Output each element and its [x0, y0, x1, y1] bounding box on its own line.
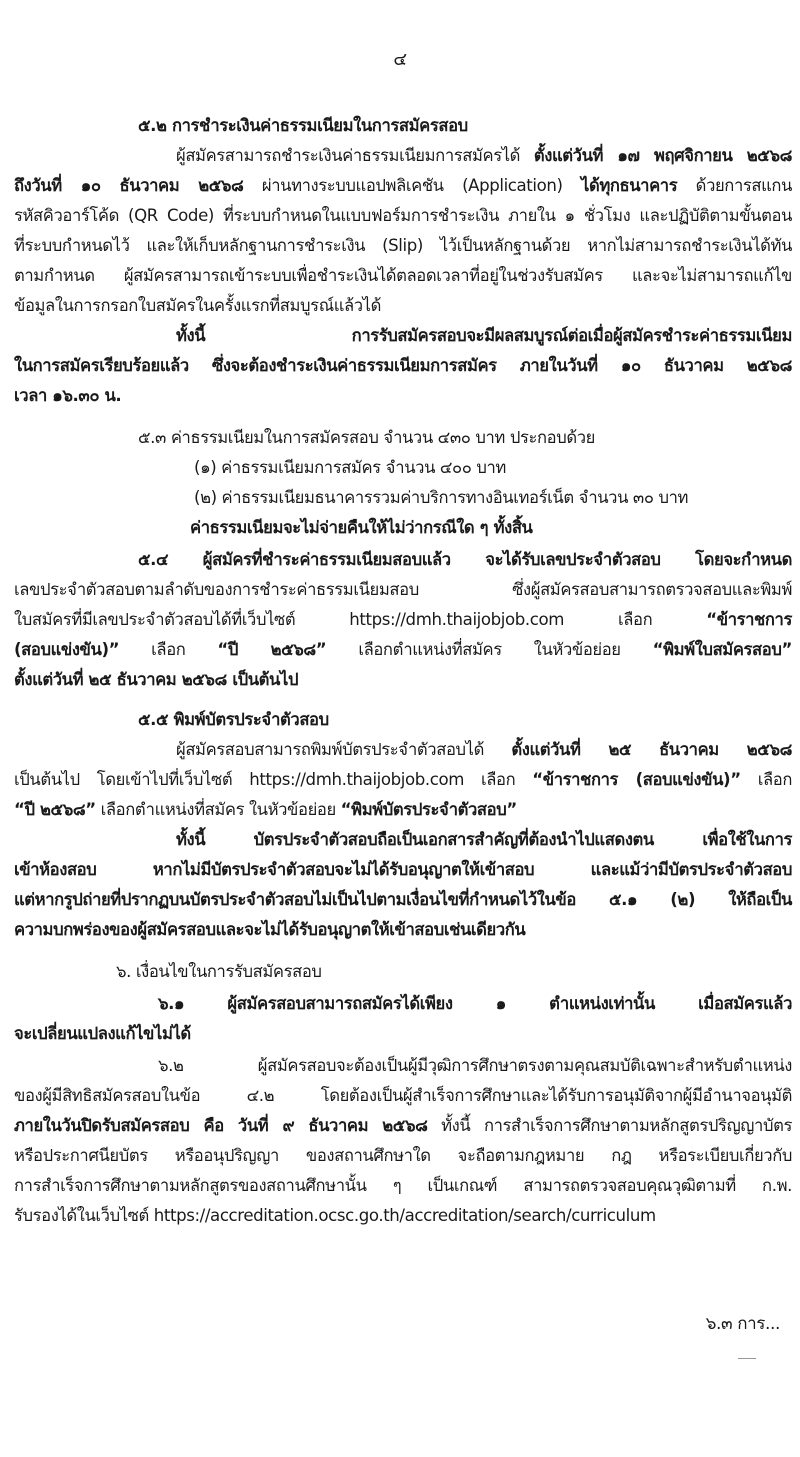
sec52-p2-line1: ทั้งนี้ การรับสมัครสอบจะมีผลสมบูรณ์ต่อเมื่อผู้สมัครชำระค่าธรรมเนียม: [176, 326, 792, 345]
sec52-p1-line4: ที่ระบบกำหนดไว้ และให้เก็บหลักฐานการชำระเงิน (Slip) ไว้เป็นหลักฐานด้วย หากไม่สามารถชำระเงินได้ทัน: [14, 236, 792, 255]
sec52-p2-line3: เวลา ๑๖.๓๐ น.: [14, 386, 122, 405]
sec55-p2-line2: เข้าห้องสอบ หากไม่มีบัตรประจำตัวสอบจะไม่ได้รับอนุญาตให้เข้าสอบ และแม้ว่ามีบัตรประจำตัวสอบ: [14, 860, 792, 879]
sec52-p1-line6: ข้อมูลในการกรอกใบสมัครในครั้งแรกที่สมบูรณ์แล้วได้: [14, 296, 381, 315]
section-5-3-heading: ๕.๓ ค่าธรรมเนียมในการสมัครสอบ จำนวน ๔๓๐ บาท ประกอบด้วย: [138, 428, 595, 447]
sec62-line1: ๖.๒ ผู้สมัครสอบจะต้องเป็นผู้มีวุฒิการศึกษาตรงตามคุณสมบัติเฉพาะสำหรับตำแหน่ง: [158, 1056, 792, 1075]
sec53-item-1: (๑) ค่าธรรมเนียมการสมัคร จำนวน ๔๐๐ บาท: [194, 458, 506, 477]
sec54-line3: ใบสมัครที่มีเลขประจำตัวสอบได้ที่เว็บไซต์ https://dmh.thaijobjob.com เลือก “ข้าราชการ: [14, 610, 792, 629]
sec54-line5: ตั้งแต่วันที่ ๒๕ ธันวาคม ๒๕๖๘ เป็นต้นไป: [14, 670, 299, 689]
page-number: ๔: [393, 49, 407, 70]
sec62-line3: ภายในวันปิดรับสมัครสอบ คือ วันที่ ๙ ธันวาคม ๒๕๖๘ ทั้งนี้ การสำเร็จการศึกษาตามหลักสูตรปริญญาบัตร: [14, 1116, 792, 1135]
sec52-p1-line3: รหัสคิวอาร์โค้ด (QR Code) ที่ระบบกำหนดในแบบฟอร์มการชำระเงิน ภายใน ๑ ชั่วโมง และปฏิบัติตามขั้นตอน: [14, 206, 792, 225]
sec53-item-2: (๒) ค่าธรรมเนียมธนาคารรวมค่าบริการทางอินเทอร์เน็ต จำนวน ๓๐ บาท: [194, 488, 689, 507]
sec61-line1: ๖.๑ ผู้สมัครสอบสามารถสมัครได้เพียง ๑ ตำแหน่งเท่านั้น เมื่อสมัครแล้ว: [158, 994, 792, 1013]
sec55-p1-line3: “ปี ๒๕๖๘” เลือกตำแหน่งที่สมัคร ในหัวข้อย่อย “พิมพ์บัตรประจำตัวสอบ”: [14, 800, 517, 819]
sec55-p2-line3: แต่หากรูปถ่ายที่ปรากฏบนบัตรประจำตัวสอบไม่เป็นไปตามเงื่อนไขที่กำหนดไว้ในข้อ ๕.๑ (๒) ให้ถือเป็น: [14, 890, 792, 909]
next-page-indicator: ๖.๓ การ...: [705, 1314, 780, 1334]
sec52-p2-line2: ในการสมัครเรียบร้อยแล้ว ซึ่งจะต้องชำระเงินค่าธรรมเนียมการสมัคร ภายในวันที่ ๑๐ ธันวาคม ๒๕๖๘: [14, 356, 792, 375]
section-6-heading: ๖. เงื่อนไขในการรับสมัครสอบ: [116, 962, 322, 981]
sec52-p1-line2: ถึงวันที่ ๑๐ ธันวาคม ๒๕๖๘ ผ่านทางระบบแอปพลิเคชัน (Application) ได้ทุกธนาคาร ด้วยการสแกน: [14, 176, 792, 195]
section-5-2-heading: ๕.๒ การชำระเงินค่าธรรมเนียมในการสมัครสอบ: [138, 116, 468, 135]
sec55-p2-line4: ความบกพร่องของผู้สมัครสอบและจะไม่ได้รับอนุญาตให้เข้าสอบเช่นเดียวกัน: [14, 920, 526, 939]
sec54-line1: ๕.๔ ผู้สมัครที่ชำระค่าธรรมเนียมสอบแล้ว จะได้รับเลขประจำตัวสอบ โดยจะกำหนด: [138, 550, 792, 569]
sec55-p1-line2: เป็นต้นไป โดยเข้าไปที่เว็บไซต์ https://dmh.thaijobjob.com เลือก “ข้าราชการ (สอบแข่งขัน)” เลือก: [14, 770, 792, 789]
sec54-line2: เลขประจำตัวสอบตามลำดับของการชำระค่าธรรมเนียมสอบ ซึ่งผู้สมัครสอบสามารถตรวจสอบและพิมพ์: [14, 580, 792, 599]
divider: [738, 1358, 756, 1359]
sec53-note: ค่าธรรมเนียมจะไม่จ่ายคืนให้ไม่ว่ากรณีใด ๆ ทั้งสิ้น: [190, 518, 533, 537]
sec54-line4: (สอบแข่งขัน)” เลือก “ปี ๒๕๖๘” เลือกตำแหน่งที่สมัคร ในหัวข้อย่อย “พิมพ์ใบสมัครสอบ”: [14, 640, 792, 659]
sec62-line2: ของผู้มีสิทธิสมัครสอบในข้อ ๔.๒ โดยต้องเป็นผู้สำเร็จการศึกษาและได้รับการอนุมัติจากผู้มีอำนาจอนุมัติ: [14, 1086, 792, 1105]
sec52-p1-line1: ผู้สมัครสามารถชำระเงินค่าธรรมเนียมการสมัครได้ ตั้งแต่วันที่ ๑๗ พฤศจิกายน ๒๕๖๘: [176, 146, 792, 165]
sec62-line5: การสำเร็จการศึกษาตามหลักสูตรของสถานศึกษานั้น ๆ เป็นเกณฑ์ สามารถตรวจสอบคุณวุฒิตามที่ ก.พ.: [14, 1176, 792, 1195]
sec55-p1-line1: ผู้สมัครสอบสามารถพิมพ์บัตรประจำตัวสอบได้ ตั้งแต่วันที่ ๒๕ ธันวาคม ๒๕๖๘: [176, 740, 792, 759]
sec62-line6: รับรองได้ในเว็บไซต์ https://accreditation.ocsc.go.th/accreditation/search/curriculum: [14, 1206, 656, 1225]
section-5-5-heading: ๕.๕ พิมพ์บัตรประจำตัวสอบ: [138, 710, 329, 729]
sec55-p2-line1: ทั้งนี้ บัตรประจำตัวสอบถือเป็นเอกสารสำคัญที่ต้องนำไปแสดงตน เพื่อใช้ในการ: [176, 830, 792, 849]
sec61-line2: จะเปลี่ยนแปลงแก้ไขไม่ได้: [14, 1024, 191, 1043]
sec52-p1-line5: ตามกำหนด ผู้สมัครสามารถเข้าระบบเพื่อชำระเงินได้ตลอดเวลาที่อยู่ในช่วงรับสมัคร และจะไม่สามารถแก้ไข: [14, 266, 792, 285]
sec62-line4: หรือประกาศนียบัตร หรืออนุปริญญา ของสถานศึกษาใด จะถือตามกฎหมาย กฎ หรือระเบียบเกี่ยวกับ: [14, 1146, 792, 1165]
